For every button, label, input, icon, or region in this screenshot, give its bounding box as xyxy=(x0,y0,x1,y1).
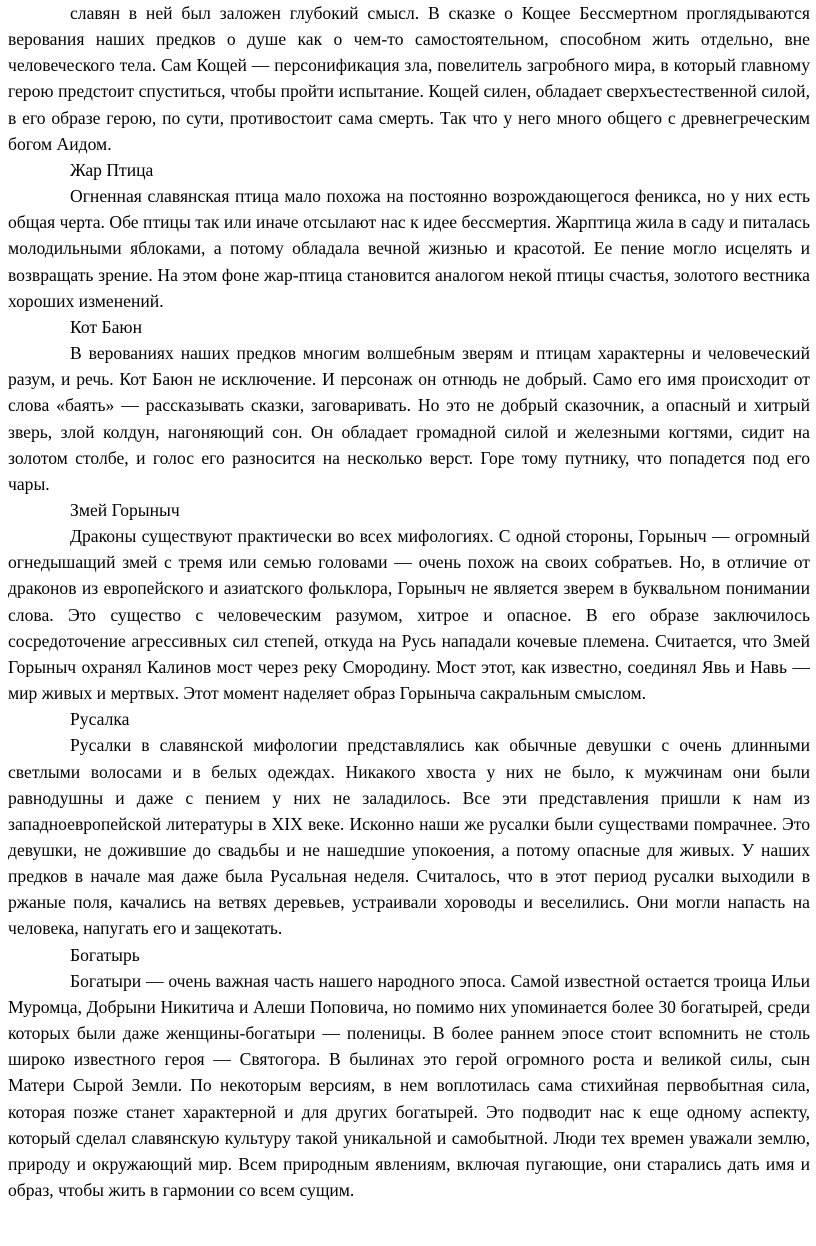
section-heading-zhar-ptitsa: Жар Птица xyxy=(70,159,154,180)
intro-paragraph: славян в ней был заложен глубокий смысл. В сказке о Кощее Бессмертном проглядываются верования наших предков о душе как о чем-то самостоятельном, способном жить отдельно, вне человеческого тела. Сам Кощей — персонификация зла, повелитель загробного мира, в который главному герою предстоит спуститься, чтобы пройти испытание. Кощей силен, обладает сверхъестественной силой, в его образе герою, по сути, противостоит сама смерть. Так что у него много общего с древнегреческим богом Аидом. xyxy=(8,3,810,154)
section-heading-rusalka: Русалка xyxy=(70,709,130,730)
section-text-zhar-ptitsa: Огненная славянская птица мало похожа на постоянно возрождающегося феникса, но у них есть общая черта. Обе птицы так или иначе отсылают нас к идее бессмертия. Жарптица жила в саду и питалась молодильными яблоками, а потому обладала вечной жизнью и красотой. Ее пение могло исцелять и возвращать зрение. На этом фоне жар-птица становится аналогом некой птицы счастья, золотого вестника хороших изменений. xyxy=(8,186,810,311)
section-text-rusalka: Русалки в славянской мифологии представлялись как обычные девушки с очень длинными светлыми волосами и в белых одеждах. Никакого хвоста у них не было, к мужчинам они были равнодушны и даже с пением у них не заладилось. Все эти представления пришли к нам из западноевропейской литературы в XIX веке. Исконно наши же русалки были существами помрачнее. Это девушки, не дожившие до свадьбы и не нашедшие упокоения, а потому опасные для живых. У наших предков в начале мая даже была Русальная неделя. Считалось, что в этот период русалки выходили в ржаные поля, качались на ветвях деревьев, устраивали хороводы и веселились. Они могли напасть на человека, напугать его и защекотать. xyxy=(8,735,810,939)
section-heading-kot-bayun: Кот Баюн xyxy=(70,316,142,337)
section-text-bogatyr: Богатыри — очень важная часть нашего народного эпоса. Самой известной остается троица Ильи Муромца, Добрыни Никитича и Алеши Поповича, но помимо них упоминается более 30 богатырей, среди которых были даже женщины-богатыри — поленицы. В более раннем эпосе стоит вспомнить не столь широко известного героя — Святогора. В былинах это герой огромного роста и великой силы, сын Матери Сырой Земли. По некоторым версиям, в нем воплотилась сама стихийная первобытная сила, которая позже станет характерной и для других богатырей. Это подводит нас к еще одному аспекту, который сделал славянскую культуру такой уникальной и самобытной. Люди тех времен уважали землю, природу и окружающий мир. Всем природным явлениям, включая пугающие, они старались дать имя и образ, чтобы жить в гармонии со всем сущим. xyxy=(8,970,810,1201)
section-text-zmey-gorynych: Драконы существуют практически во всех мифологиях. С одной стороны, Горыныч — огромный огнедышащий змей с тремя или семью головами — очень похож на своих собратьев. Но, в отличие от драконов из европейского и азиатского фольклора, Горыныч не является зверем в буквальном понимании слова. Это существо с человеческим разумом, хитрое и опасное. В его образе заключилось сосредоточение агрессивных сил степей, откуда на Русь нападали кочевые племена. Считается, что Змей Горыныч охранял Калинов мост через реку Смородину. Мост этот, как известно, соединял Явь и Навь — мир живых и мертвых. Этот момент наделяет образ Горыныча сакральным смыслом. xyxy=(8,526,810,704)
section-heading-bogatyr: Богатырь xyxy=(70,944,140,965)
section-text-kot-bayun: В верованиях наших предков многим волшебным зверям и птицам характерны и человеческий разум, и речь. Кот Баюн не исключение. И персонаж он отнюдь не добрый. Само его имя происходит от слова «баять» — рассказывать сказки, заговаривать. Но это не добрый сказочник, а опасный и хитрый зверь, злой колдун, нагоняющий сон. Он обладает громадной силой и железными когтями, сидит на золотом столбе, и голос его разносится на несколько верст. Горе тому путнику, что попадется под его чары. xyxy=(8,343,810,494)
section-heading-zmey-gorynych: Змей Горыныч xyxy=(70,499,180,520)
